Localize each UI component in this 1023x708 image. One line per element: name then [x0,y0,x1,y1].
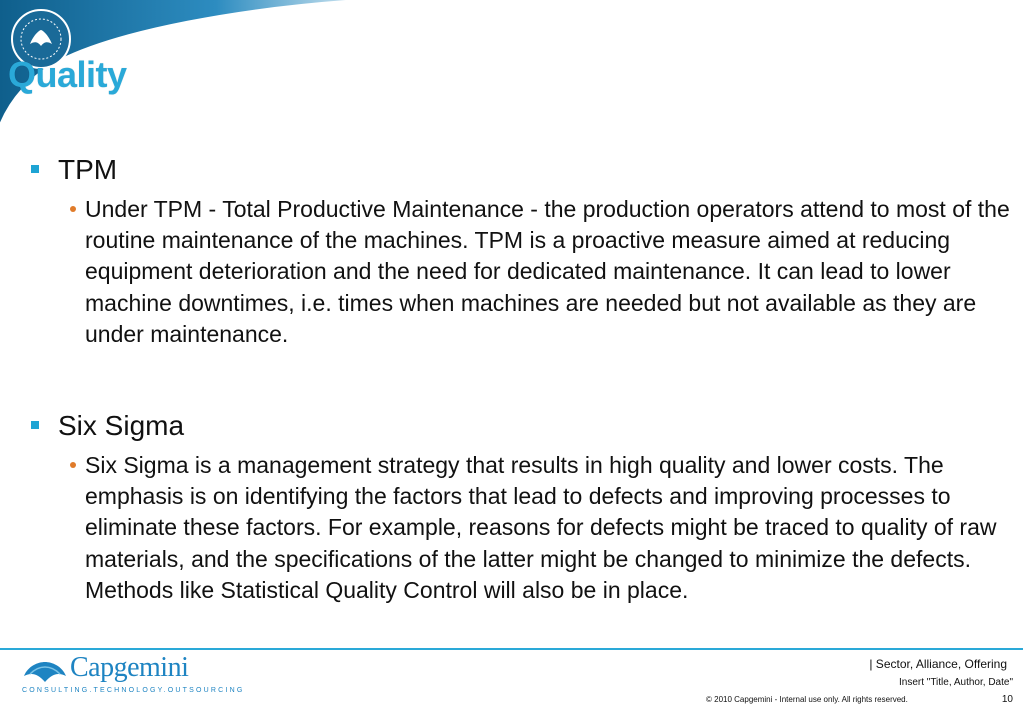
slide-content [30,152,1015,606]
slide-title: Quality [8,54,127,95]
footer-copyright: © 2010 Capgemini - Internal use only. All rights reserved. [706,695,908,704]
bullet-level2 [58,450,1015,606]
dot-bullet-icon [70,206,76,212]
square-bullet-icon [31,165,39,173]
square-bullet-icon [31,421,39,429]
section-heading: Six Sigma [58,410,185,442]
bullet-level1 [30,152,1015,188]
footer-insert-line: Insert "Title, Author, Date" [898,677,1013,688]
bullet-level1 [30,408,1015,444]
bullet-level2 [58,194,1015,350]
page-number: 10 [1001,694,1013,705]
section-tpm [30,152,1015,350]
capgemini-logo [22,652,245,698]
section-heading: TPM [58,154,118,185]
section-body: Under TPM - Total Productive Maintenance - the production operators attend to most of the routine maintenance of the machines. TPM is a proactive measure aimed at reducing equipment deterioration and the need for dedicated maintenance. It can lead to lower machine downtimes, i.e. times when machines are needed but not available as they are under maintenance. [85,196,1010,347]
brand-name: Capgemini [70,652,189,683]
dot-bullet-icon [70,462,76,468]
capgemini-spade-logo-icon [22,660,68,686]
footer-sector-line: | Sector, Alliance, Offering [869,657,1007,671]
section-six-sigma [30,408,1015,606]
section-body: Six Sigma is a management strategy that results in high quality and lower costs. The emphasis is on identifying the factors that lead to defects and improving processes to eliminate these factors. For example, reasons for defects might be traced to quality of raw materials, and the specifications of the latter might be changed to minimize the defects. Methods like Statistical Quality Control will also be in place. [85,452,997,603]
footer-divider [0,648,1023,650]
brand-tagline: CONSULTING.TECHNOLOGY.OUTSOURCING [22,687,245,694]
